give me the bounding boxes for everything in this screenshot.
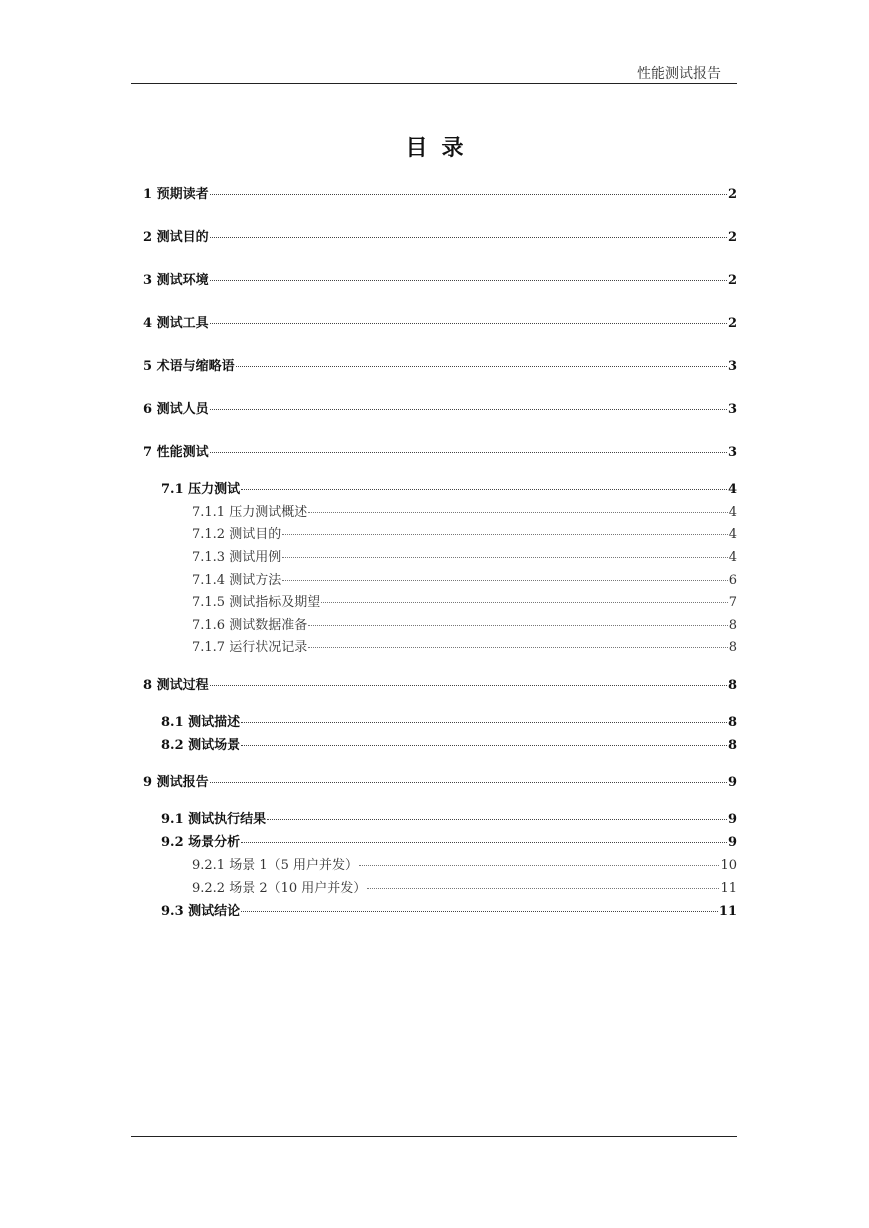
toc-entry-text: 2 测试目的 bbox=[143, 230, 209, 245]
toc-entry-page: 4 bbox=[728, 505, 737, 520]
dot-leader bbox=[308, 625, 728, 626]
toc-entry-page: 11 bbox=[720, 881, 737, 896]
dot-leader bbox=[236, 366, 727, 367]
dot-leader bbox=[241, 489, 727, 490]
toc-entry-8[interactable] bbox=[143, 677, 737, 695]
dot-leader bbox=[367, 888, 719, 889]
toc-entry-text: 7.1.1 压力测试概述 bbox=[192, 505, 308, 520]
toc-title: 目录 bbox=[405, 135, 478, 161]
dot-leader bbox=[210, 323, 727, 324]
toc-entry-text: 6 测试人员 bbox=[143, 402, 209, 417]
dot-leader bbox=[210, 452, 727, 453]
toc-entry-page: 8 bbox=[727, 715, 737, 730]
dot-leader bbox=[282, 534, 728, 535]
toc-entry-page: 3 bbox=[727, 402, 737, 417]
dot-leader bbox=[210, 237, 727, 238]
toc-entry-9-2-1[interactable] bbox=[192, 857, 737, 875]
toc-entry-7-1-4[interactable] bbox=[192, 572, 737, 590]
toc-entry-text: 7.1 压力测试 bbox=[161, 482, 241, 497]
toc-entry-7-1-6[interactable] bbox=[192, 617, 737, 635]
dot-leader bbox=[282, 557, 728, 558]
toc-entry-7-1-1[interactable] bbox=[192, 504, 737, 522]
toc-entry-page: 8 bbox=[727, 738, 737, 753]
toc-entry-5[interactable] bbox=[143, 358, 737, 376]
dot-leader bbox=[210, 280, 727, 281]
header-divider bbox=[131, 83, 737, 84]
toc-entry-page: 2 bbox=[727, 273, 737, 288]
toc-entry-text: 9.1 测试执行结果 bbox=[161, 812, 267, 827]
toc-entry-text: 9.2.1 场景 1（5 用户并发） bbox=[192, 858, 359, 873]
dot-leader bbox=[282, 580, 728, 581]
toc-entry-text: 4 测试工具 bbox=[143, 316, 209, 331]
dot-leader bbox=[241, 722, 727, 723]
toc-entry-9[interactable] bbox=[143, 774, 737, 792]
toc-entry-page: 6 bbox=[728, 573, 737, 588]
toc-entry-9-2[interactable] bbox=[161, 834, 737, 852]
toc-entry-text: 7.1.5 测试指标及期望 bbox=[192, 595, 321, 610]
toc-entry-text: 5 术语与缩略语 bbox=[143, 359, 235, 374]
toc-entry-page: 8 bbox=[728, 640, 737, 655]
toc-entry-text: 7.1.2 测试目的 bbox=[192, 527, 282, 542]
dot-leader bbox=[241, 911, 718, 912]
toc-entry-page: 10 bbox=[720, 858, 737, 873]
toc-entry-7-1-3[interactable] bbox=[192, 549, 737, 567]
toc-entry-7[interactable] bbox=[143, 444, 737, 462]
toc-entry-2[interactable] bbox=[143, 229, 737, 247]
dot-leader bbox=[210, 409, 727, 410]
toc-entry-page: 9 bbox=[727, 775, 737, 790]
toc-entry-page: 8 bbox=[727, 678, 737, 693]
dot-leader bbox=[241, 745, 727, 746]
toc-entry-9-1[interactable] bbox=[161, 811, 737, 829]
toc-entry-text: 8.2 测试场景 bbox=[161, 738, 241, 753]
toc-entry-page: 4 bbox=[728, 550, 737, 565]
toc-entry-text: 9.2.2 场景 2（10 用户并发） bbox=[192, 881, 367, 896]
toc-entry-text: 7.1.7 运行状况记录 bbox=[192, 640, 308, 655]
toc-entry-text: 9.2 场景分析 bbox=[161, 835, 241, 850]
dot-leader bbox=[308, 512, 728, 513]
dot-leader bbox=[241, 842, 727, 843]
toc-entry-text: 9.3 测试结论 bbox=[161, 904, 241, 919]
toc-entry-1[interactable] bbox=[143, 186, 737, 204]
toc-entry-page: 7 bbox=[728, 595, 737, 610]
toc-entry-text: 1 预期读者 bbox=[143, 187, 209, 202]
toc-entry-9-3[interactable] bbox=[161, 903, 737, 921]
toc-entry-text: 7.1.3 测试用例 bbox=[192, 550, 282, 565]
toc-entry-7-1-5[interactable] bbox=[192, 594, 737, 612]
toc-entry-page: 9 bbox=[727, 812, 737, 827]
toc-entry-page: 2 bbox=[727, 230, 737, 245]
page-header-title: 性能测试报告 bbox=[637, 66, 721, 82]
dot-leader bbox=[359, 865, 719, 866]
toc-entry-page: 8 bbox=[728, 618, 737, 633]
dot-leader bbox=[210, 685, 727, 686]
dot-leader bbox=[210, 194, 727, 195]
toc-entry-7-1-7[interactable] bbox=[192, 639, 737, 657]
toc-entry-page: 3 bbox=[727, 445, 737, 460]
toc-entry-8-1[interactable] bbox=[161, 714, 737, 732]
dot-leader bbox=[267, 819, 727, 820]
dot-leader bbox=[210, 782, 727, 783]
dot-leader bbox=[321, 602, 728, 603]
toc-entry-page: 11 bbox=[718, 904, 737, 919]
toc-entry-page: 4 bbox=[728, 527, 737, 542]
toc-entry-text: 9 测试报告 bbox=[143, 775, 209, 790]
dot-leader bbox=[308, 647, 728, 648]
toc-entry-3[interactable] bbox=[143, 272, 737, 290]
toc-entry-text: 7 性能测试 bbox=[143, 445, 209, 460]
toc-entry-text: 7.1.4 测试方法 bbox=[192, 573, 282, 588]
toc-entry-page: 3 bbox=[727, 359, 737, 374]
toc-entry-page: 4 bbox=[727, 482, 737, 497]
toc-entry-8-2[interactable] bbox=[161, 737, 737, 755]
toc-entry-page: 2 bbox=[727, 316, 737, 331]
toc-entry-4[interactable] bbox=[143, 315, 737, 333]
footer-divider bbox=[131, 1136, 737, 1137]
toc-entry-6[interactable] bbox=[143, 401, 737, 419]
toc-entry-text: 8 测试过程 bbox=[143, 678, 209, 693]
toc-entry-9-2-2[interactable] bbox=[192, 880, 737, 898]
toc-entry-page: 2 bbox=[727, 187, 737, 202]
toc-entry-text: 8.1 测试描述 bbox=[161, 715, 241, 730]
toc-entry-page: 9 bbox=[727, 835, 737, 850]
toc-entry-7-1-2[interactable] bbox=[192, 526, 737, 544]
toc-entry-text: 7.1.6 测试数据准备 bbox=[192, 618, 308, 633]
toc-entry-text: 3 测试环境 bbox=[143, 273, 209, 288]
toc-entry-7-1[interactable] bbox=[161, 481, 737, 499]
